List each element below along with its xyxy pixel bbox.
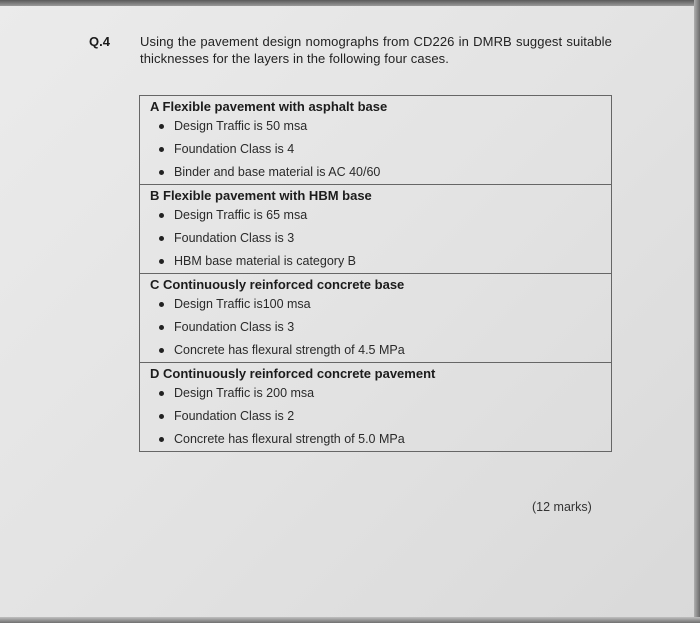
case-d-item: Concrete has flexural strength of 5.0 MPa: [140, 428, 611, 451]
bullet-icon: [159, 437, 164, 442]
case-a-item: Design Traffic is 50 msa: [140, 115, 611, 138]
case-a-item: Binder and base material is AC 40/60: [140, 161, 611, 184]
case-c-row: [140, 274, 612, 363]
bullet-icon: [159, 213, 164, 218]
case-c-list: [140, 293, 611, 362]
bullet-icon: [159, 391, 164, 396]
marks-label: (12 marks): [532, 500, 592, 514]
bullet-icon: [159, 348, 164, 353]
case-b-item: Design Traffic is 65 msa: [140, 204, 611, 227]
bullet-icon: [159, 170, 164, 175]
case-d-title: D Continuously reinforced concrete pavement: [150, 366, 436, 381]
question-number: Q.4: [89, 34, 110, 49]
question-prompt: Using the pavement design nomographs from CD226 in DMRB suggest suitable thicknesses for the layers in the following four cases.: [140, 34, 612, 66]
case-a-item: Foundation Class is 4: [140, 138, 611, 161]
case-a-title: A Flexible pavement with asphalt base: [150, 99, 388, 114]
monitor-bezel-bottom: [0, 617, 700, 623]
monitor-bezel-right: [694, 0, 700, 623]
bullet-icon: [159, 259, 164, 264]
case-b-row: [140, 185, 612, 274]
case-b-item: Foundation Class is 3: [140, 227, 611, 250]
bullet-icon: [159, 302, 164, 307]
bullet-icon: [159, 414, 164, 419]
case-c-title: C Continuously reinforced concrete base: [150, 277, 405, 292]
case-b-title: B Flexible pavement with HBM base: [150, 188, 372, 203]
case-d-list: [140, 382, 611, 451]
case-c-item: Foundation Class is 3: [140, 316, 611, 339]
case-d-item: Design Traffic is 200 msa: [140, 382, 611, 405]
cases-table: [139, 95, 612, 452]
case-b-list: [140, 204, 611, 273]
bullet-icon: [159, 236, 164, 241]
case-a-row: [140, 96, 612, 185]
monitor-bezel-top: [0, 0, 700, 6]
bullet-icon: [159, 325, 164, 330]
bullet-icon: [159, 124, 164, 129]
case-c-item: Concrete has flexural strength of 4.5 MPa: [140, 339, 611, 362]
case-b-item: HBM base material is category B: [140, 250, 611, 273]
bullet-icon: [159, 147, 164, 152]
case-d-row: [140, 363, 612, 452]
case-a-list: [140, 115, 611, 184]
case-c-item: Design Traffic is100 msa: [140, 293, 611, 316]
case-d-item: Foundation Class is 2: [140, 405, 611, 428]
